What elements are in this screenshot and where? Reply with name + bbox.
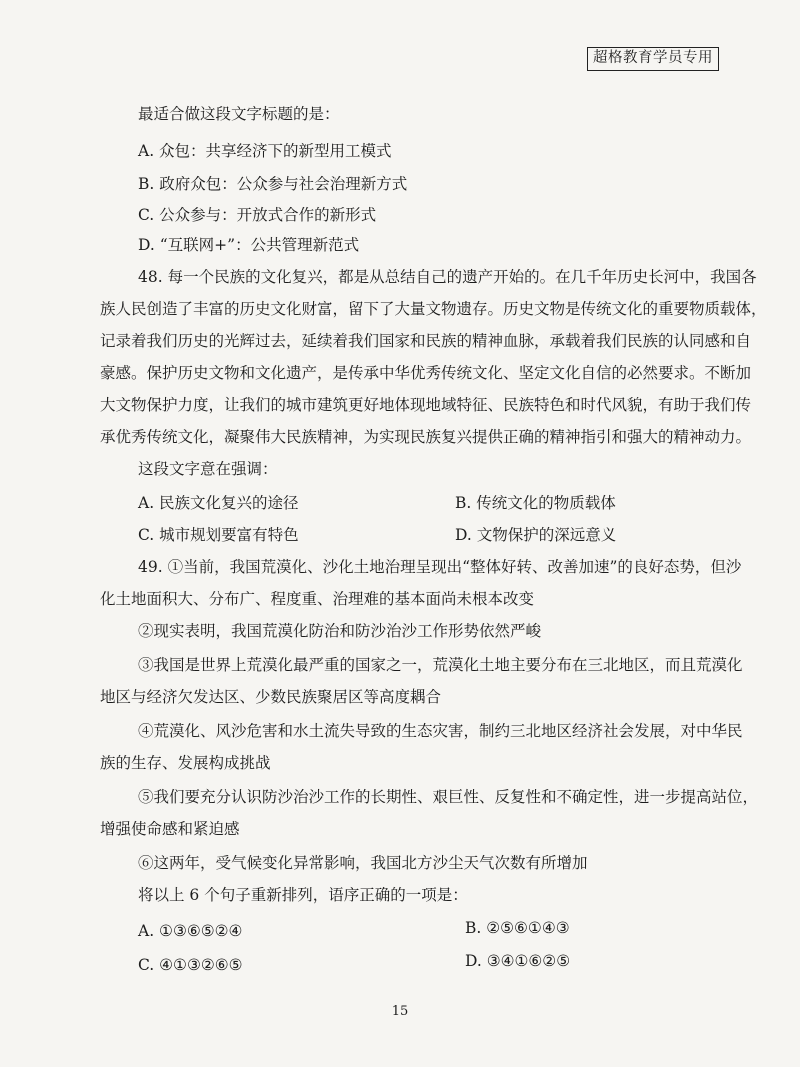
q48-passage-line: 记录着我们历史的光辉过去，延续着我们国家和民族的精神血脉，承载着我们民族的认同感和自 xyxy=(100,332,752,350)
q49-sentence-5: ⑤我们要充分认识防沙治沙工作的长期性、艰巨性、反复性和不确定性，进一步提高站位， xyxy=(138,788,759,806)
q49-sentence-5-cont: 增强使命感和紧迫感 xyxy=(100,820,240,838)
page-number: 15 xyxy=(391,1004,409,1019)
q47-stem: 最适合做这段文字标题的是： xyxy=(138,105,340,123)
q47-option-d: D. “互联网+”：公共管理新范式 xyxy=(138,236,360,254)
q49-sentence-4-cont: 族的生存、发展构成挑战 xyxy=(100,754,271,772)
q49-sentence-3: ③我国是世界上荒漠化最严重的国家之一，荒漠化土地主要分布在三北地区，而且荒漠化 xyxy=(138,656,743,674)
watermark-stamp: 超格教育学员专用 xyxy=(587,47,719,71)
q49-sentence-2: ②现实表明，我国荒漠化防治和防沙治沙工作形势依然严峻 xyxy=(138,622,542,640)
q48-passage-line: 48. 每一个民族的文化复兴，都是从总结自己的遗产开始的。在几千年历史长河中，我国各 xyxy=(138,268,757,286)
q49-sentence-3-cont: 地区与经济欠发达区、少数民族聚居区等高度耦合 xyxy=(100,688,442,706)
q49-sentence-1: 49. ①当前，我国荒漠化、沙化土地治理呈现出“整体好转、改善加速”的良好态势，但沙 xyxy=(138,558,742,576)
q49-option-a: A. ①③⑥⑤②④ xyxy=(138,922,243,940)
q47-option-c: C. 公众参与：开放式合作的新形式 xyxy=(138,206,377,224)
q49-sentence-6: ⑥这两年，受气候变化异常影响，我国北方沙尘天气次数有所增加 xyxy=(138,854,588,872)
q49-sentence-4: ④荒漠化、风沙危害和水土流失导致的生态灾害，制约三北地区经济社会发展，对中华民 xyxy=(138,722,743,740)
q49-option-c: C. ④①③②⑥⑤ xyxy=(138,956,243,974)
q48-passage-line: 大文物保护力度，让我们的城市建筑更好地体现地域特征、民族特色和时代风貌，有助于我们传 xyxy=(100,396,752,414)
q47-option-b: B. 政府众包：公众参与社会治理新方式 xyxy=(138,175,408,193)
q48-passage-line: 承优秀传统文化，凝聚伟大民族精神，为实现民族复兴提供正确的精神指引和强大的精神动力。 xyxy=(100,428,752,446)
q49-stem: 将以上 6 个句子重新排列，语序正确的一项是： xyxy=(138,886,468,904)
q49-sentence-1-cont: 化土地面积大、分布广、程度重、治理难的基本面尚未根本改变 xyxy=(100,590,535,608)
q48-option-d: D. 文物保护的深远意义 xyxy=(455,526,617,544)
q48-passage-line: 豪感。保护历史文物和文化遗产，是传承中华优秀传统文化、坚定文化自信的必然要求。不断加 xyxy=(100,364,752,382)
q48-passage-line: 族人民创造了丰富的历史文化财富，留下了大量文物遗存。历史文物是传统文化的重要物质载体， xyxy=(100,300,767,318)
q48-stem: 这段文字意在强调： xyxy=(138,460,278,478)
q48-option-a: A. 民族文化复兴的途径 xyxy=(138,494,299,512)
q48-option-b: B. 传统文化的物质载体 xyxy=(455,494,616,512)
q47-option-a: A. 众包：共享经济下的新型用工模式 xyxy=(138,142,392,160)
q49-option-b: B. ②⑤⑥①④③ xyxy=(465,919,570,937)
q49-option-d: D. ③④①⑥②⑤ xyxy=(465,952,571,970)
q48-option-c: C. 城市规划要富有特色 xyxy=(138,526,299,544)
